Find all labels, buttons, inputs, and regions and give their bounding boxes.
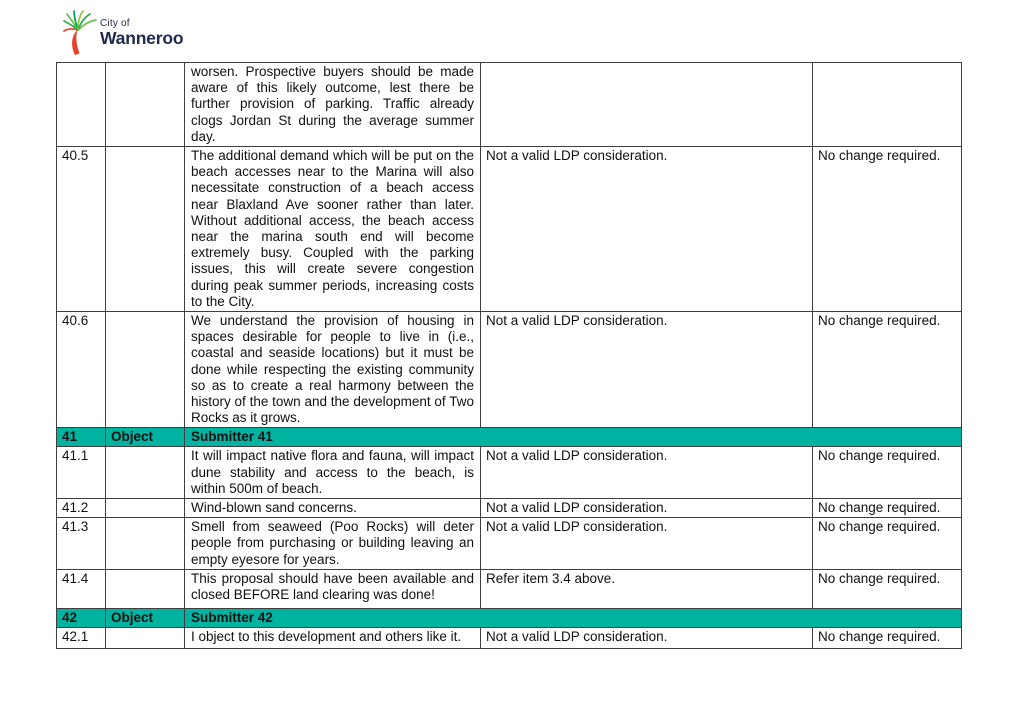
item-number-cell: 41.1 [57, 447, 106, 499]
logo-wanneroo-label: Wanneroo [100, 28, 184, 48]
submission-cell: worsen. Prospective buyers should be made aware of this likely outcome, lest there be further provision of parking. Traffic already clogs Jordan St during the average summer day. [185, 63, 481, 147]
table-row [57, 447, 962, 499]
response-cell: Not a valid LDP consideration. [481, 627, 813, 648]
category-cell: Object [106, 428, 185, 447]
submitter-header-row [57, 428, 962, 447]
wanneroo-logo [62, 9, 183, 55]
item-number-cell: 40.6 [57, 312, 106, 428]
table-row [57, 518, 962, 570]
wanneroo-fronds-icon [62, 9, 102, 55]
category-cell [106, 447, 185, 499]
submissions-table [56, 62, 962, 649]
submission-cell: Wind-blown sand concerns. [185, 499, 481, 518]
category-cell [106, 518, 185, 570]
response-cell: Not a valid LDP consideration. [481, 447, 813, 499]
submitter-header-row [57, 608, 962, 627]
action-cell: No change required. [813, 518, 962, 570]
item-number-cell: 41 [57, 428, 106, 447]
item-number-cell: 40.5 [57, 147, 106, 312]
response-cell: Not a valid LDP consideration. [481, 499, 813, 518]
table-row [57, 63, 962, 147]
category-cell [106, 63, 185, 147]
action-cell: No change required. [813, 569, 962, 608]
item-number-cell: 42.1 [57, 627, 106, 648]
submitter-title-cell: Submitter 41 [185, 428, 962, 447]
submission-cell: This proposal should have been available and closed BEFORE land clearing was done! [185, 569, 481, 608]
response-cell: Not a valid LDP consideration. [481, 312, 813, 428]
item-number-cell: 41.2 [57, 499, 106, 518]
category-cell [106, 499, 185, 518]
response-cell [481, 63, 813, 147]
category-cell [106, 312, 185, 428]
response-cell: Refer item 3.4 above. [481, 569, 813, 608]
table-row [57, 147, 962, 312]
action-cell: No change required. [813, 447, 962, 499]
submitter-title-cell: Submitter 42 [185, 608, 962, 627]
table-row [57, 569, 962, 608]
item-number-cell: 42 [57, 608, 106, 627]
wanneroo-logo-text [100, 18, 183, 48]
response-cell: Not a valid LDP consideration. [481, 518, 813, 570]
table-row [57, 499, 962, 518]
table-row [57, 627, 962, 648]
item-number-cell: 41.3 [57, 518, 106, 570]
action-cell [813, 63, 962, 147]
action-cell: No change required. [813, 627, 962, 648]
response-cell: Not a valid LDP consideration. [481, 147, 813, 312]
category-cell: Object [106, 608, 185, 627]
action-cell: No change required. [813, 312, 962, 428]
action-cell: No change required. [813, 499, 962, 518]
submission-cell: It will impact native flora and fauna, will impact dune stability and access to the beach, is within 500m of beach. [185, 447, 481, 499]
submission-cell: The additional demand which will be put on the beach accesses near to the Marina will also necessitate construction of a beach access near Blaxland Ave sooner rather than later. Without additional access, the beach access near the marina south end will become extremely busy. Coupled with the parking issues, this will create severe congestion during peak summer periods, increasing costs to the City. [185, 147, 481, 312]
category-cell [106, 147, 185, 312]
item-number-cell [57, 63, 106, 147]
category-cell [106, 627, 185, 648]
action-cell: No change required. [813, 147, 962, 312]
table-row [57, 312, 962, 428]
item-number-cell: 41.4 [57, 569, 106, 608]
category-cell [106, 569, 185, 608]
submission-cell: We understand the provision of housing in spaces desirable for people to live in (i.e., coastal and seaside locations) but it must be done while respecting the existing community so as to create a real harmony between the history of the town and the development of Two Rocks as it grows. [185, 312, 481, 428]
logo-city-of-label: City of [100, 18, 130, 29]
submission-cell: Smell from seaweed (Poo Rocks) will deter people from purchasing or building leaving an empty eyesore for years. [185, 518, 481, 570]
submission-cell: I object to this development and others like it. [185, 627, 481, 648]
